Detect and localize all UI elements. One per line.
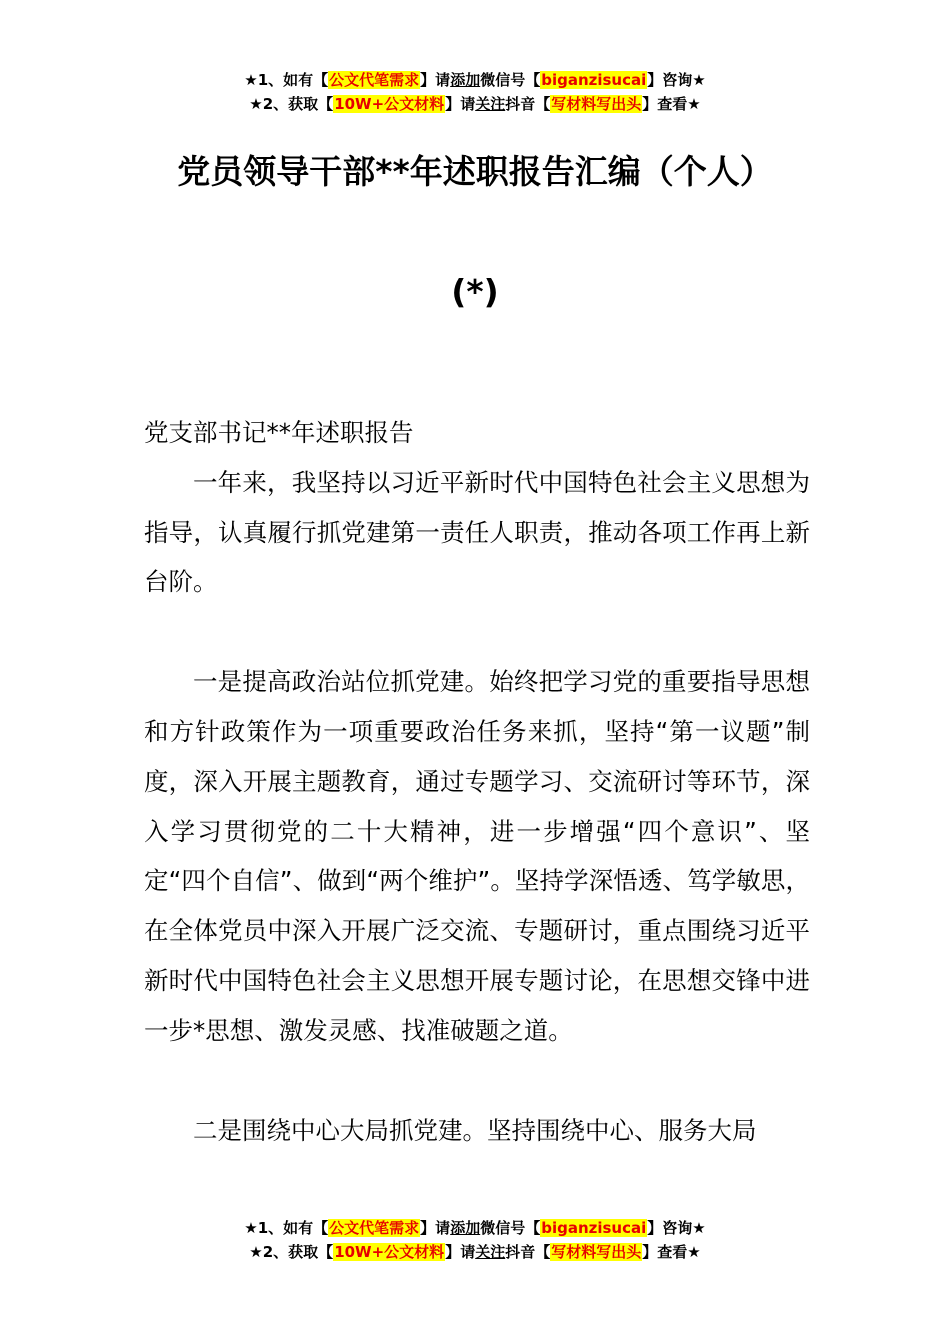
banner-underlined: 关注 <box>475 1243 506 1261</box>
section-heading: 党支部书记**年述职报告 <box>144 418 414 447</box>
banner-highlight: 10W+公文材料 <box>334 95 445 113</box>
banner-text: ★1、如有【 <box>244 1219 329 1237</box>
banner-highlight: 10W+公文材料 <box>334 1243 445 1261</box>
banner-line-2 <box>0 92 950 116</box>
paragraph: 一是提高政治站位抓党建。始终把学习党的重要指导思想和方针政策作为一项重要政治任务来抓，坚持“第一议题”制度，深入开展主题教育，通过专题学习、交流研讨等环节，深入学习贯彻党的二十大精神，进一步增强“四个意识”、坚定“四个自信”、做到“两个维护”。坚持学深悟透、笃学敏思，在全体党员中深入开展广泛交流、专题研讨，重点围绕习近平新时代中国特色社会主义思想开展专题讨论，在思想交锋中进一步*思想、激发灵感、找准破题之道。 <box>144 667 810 1045</box>
document-body <box>144 408 810 1155</box>
header-banner <box>0 68 950 116</box>
banner-text: 】咨询★ <box>647 1219 706 1237</box>
banner-text: ★1、如有【 <box>244 71 329 89</box>
banner-text: 微信号【 <box>480 1219 541 1237</box>
banner-text: ★2、获取【 <box>249 1243 334 1261</box>
banner-highlight: 写材料写出头 <box>551 1243 642 1261</box>
banner-highlight: biganzisucai <box>541 1219 647 1237</box>
banner-line-1 <box>0 1216 950 1240</box>
banner-underlined: 关注 <box>475 95 506 113</box>
banner-text: 】请 <box>445 1243 476 1261</box>
footer-banner <box>0 1216 950 1264</box>
banner-text: 】请 <box>420 1219 451 1237</box>
banner-underlined: 添加 <box>450 71 481 89</box>
banner-line-2 <box>0 1240 950 1264</box>
banner-text: 】请 <box>445 95 476 113</box>
banner-highlight: biganzisucai <box>541 71 647 89</box>
banner-text: 】查看★ <box>642 95 701 113</box>
paragraph: 一年来，我坚持以习近平新时代中国特色社会主义思想为指导，认真履行抓党建第一责任人职责，推动各项工作再上新台阶。 <box>144 467 810 597</box>
document-title: 党员领导干部**年述职报告汇编（个人） <box>177 152 773 191</box>
banner-text: 微信号【 <box>480 71 541 89</box>
banner-highlight: 公文代笔需求 <box>329 71 420 89</box>
document-subtitle: (*) <box>451 272 499 311</box>
banner-text: 】咨询★ <box>647 71 706 89</box>
banner-highlight: 写材料写出头 <box>551 95 642 113</box>
banner-line-1 <box>0 68 950 92</box>
banner-text: 】请 <box>420 71 451 89</box>
paragraph: 二是围绕中心大局抓党建。坚持围绕中心、服务大局 <box>193 1115 757 1145</box>
banner-text: 抖音【 <box>505 95 551 113</box>
banner-underlined: 添加 <box>450 1219 481 1237</box>
banner-highlight: 公文代笔需求 <box>329 1219 420 1237</box>
banner-text: 】查看★ <box>642 1243 701 1261</box>
banner-text: 抖音【 <box>505 1243 551 1261</box>
banner-text: ★2、获取【 <box>249 95 334 113</box>
